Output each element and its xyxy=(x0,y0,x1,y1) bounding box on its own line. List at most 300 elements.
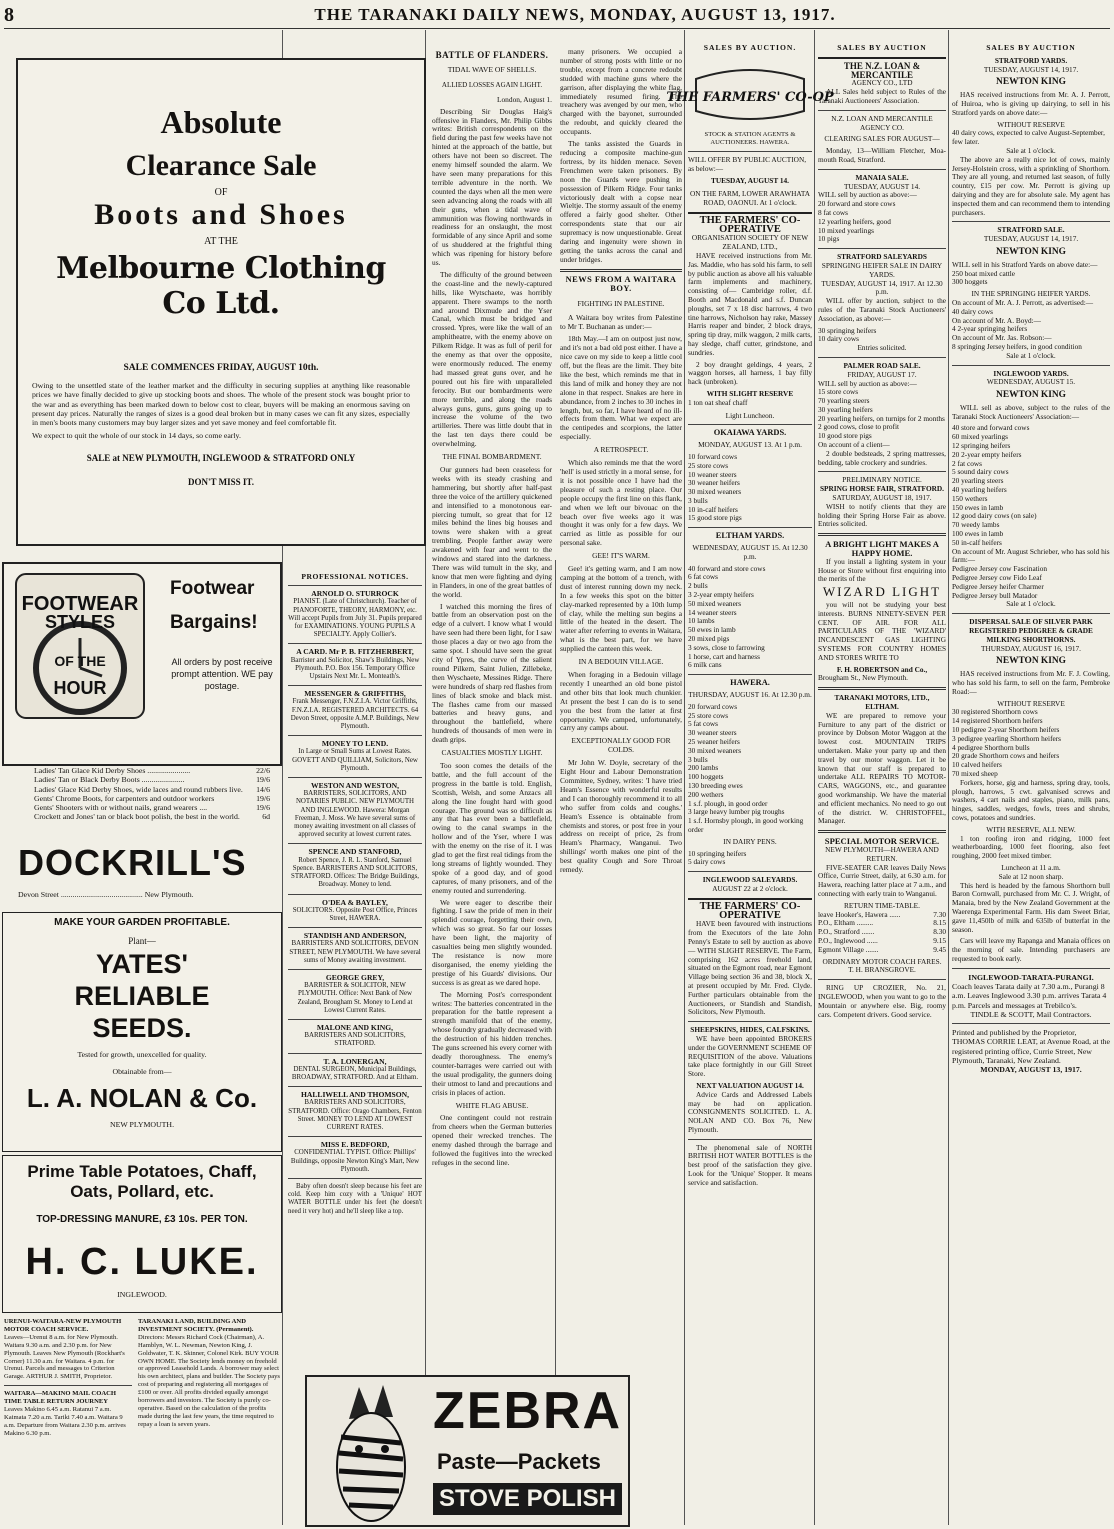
stock-item: 14 registered Shorthorn heifers xyxy=(952,716,1043,726)
palmer-road-heading: PALMER ROAD SALE. xyxy=(843,360,921,370)
bargains-heading: Bargains! xyxy=(170,612,258,633)
article-paragraph: A Waitara boy writes from Palestine to Mr T. Buchanan as under:— xyxy=(560,313,682,332)
stock-item: 12 yearling heifers, good xyxy=(818,216,891,226)
timetable-stop: leave Hooker's, Hawera ...... xyxy=(818,909,901,919)
sale-place: ON THE FARM, LOWER ARAWHATA ROAD, OAONUI. At 1 o'clock. xyxy=(690,189,810,207)
sale-time: Sale at 12 noon sharp. xyxy=(998,871,1064,881)
price-item: Ladies' Tan Glace Kid Derby Shoes ...................... xyxy=(34,766,191,775)
ad-headline-clearance: Clearance Sale xyxy=(125,149,317,182)
sale-date: TUESDAY, AUGUST 14, 1917. xyxy=(983,64,1079,74)
stock-item: 40 store and forward cows xyxy=(952,423,1030,433)
luke-line2: Oats, Pollard, etc. xyxy=(70,1182,214,1201)
sale-item: 1 ton oat sheaf chaff xyxy=(688,397,748,407)
sale-date: TUESDAY, AUGUST 14, 1917. xyxy=(983,234,1079,244)
sale-date: TUESDAY, AUGUST 14. xyxy=(843,181,921,191)
stock-item: 150 ewes in lamb xyxy=(952,502,1004,512)
stock-item: 2 good cows, close to profit xyxy=(818,422,900,432)
clearing-sale-stock: 2 boy draught geldings, 4 years, 2 waggon horses, all harness, 1 bay filly hack (unbroken). xyxy=(688,359,812,387)
sale-intro: WILL sell by auction as above:— xyxy=(818,378,917,388)
farmers-coop-heading: THE FARMERS' CO-OPERATIVE xyxy=(688,898,812,921)
luncheon-note: Light Luncheon. xyxy=(725,410,775,420)
stock-item: 10 pedigree 2-year Shorthorn heifers xyxy=(952,724,1060,734)
notice-name: GEORGE GREY, xyxy=(325,972,385,982)
stock-item: 70 yearling steers xyxy=(818,396,870,406)
professional-notices xyxy=(288,570,422,1370)
dairy-pens-heading: IN DAIRY PENS. xyxy=(723,836,777,846)
sale-time: Sale at 1 o'clock. xyxy=(1006,599,1056,609)
article-subheading: CASUALTIES MOSTLY LIGHT. xyxy=(441,748,543,758)
stock-item: 12 good dairy cows (on sale) xyxy=(952,511,1037,521)
stock-item: 14 weaner steers xyxy=(688,607,737,617)
luke-manure: TOP-DRESSING MANURE, £3 10s. PER TON. xyxy=(36,1214,248,1225)
price-value: 14/6 xyxy=(256,784,270,794)
timetable-stop: P.O., Eltham ......... xyxy=(818,918,874,928)
timetable-time: 9.15 xyxy=(933,935,946,945)
stock-item: 30 registered Shorthorn cows xyxy=(952,707,1038,717)
notice-name: SPENCE AND STANFORD, xyxy=(308,847,402,857)
notice-name: MALONE AND KING, xyxy=(316,1022,394,1032)
stock-item: 20 forward cows xyxy=(688,701,738,711)
springing-yards-heading: IN THE SPRINGING HEIFER YARDS. xyxy=(971,289,1091,299)
footwear-heading: Footwear xyxy=(170,578,255,599)
stock-item: 10 springing heifers xyxy=(688,848,747,858)
stock-item: 1 s.f. plough, in good order xyxy=(688,798,768,808)
stock-item: 3 bulls xyxy=(688,495,708,505)
sheepskins-body: WE have been appointed BROKERS under the GOVERNMENT SCHEME OF REQUISITION of the above. Valuations take place fortnightly in our Gill Street Store. xyxy=(688,1033,812,1079)
stock-item: 10 good store pigs xyxy=(818,431,872,441)
stock-item: 3 sows, close to farrowing xyxy=(688,642,765,652)
taranaki-land-heading: TARANAKI LAND, BUILDING AND INVESTMENT SOCIETY. (Permanent). xyxy=(138,1318,254,1333)
wizard-light-name: WIZARD LIGHT xyxy=(822,584,942,600)
stratford-yards-heading: STRATFORD YARDS. xyxy=(994,55,1068,65)
article-subheading: EXCEPTIONALLY GOOD FOR COLDS. xyxy=(571,736,671,755)
zebra-stove-polish-ad xyxy=(305,1375,630,1527)
stock-item: 10 mixed yearlings xyxy=(818,225,874,235)
article-paragraph: Gee! it's getting warm, and I am now camping at the bottom of a trench, with dust of interest running down my neck. In a few weeks this spot on the bitter clay-marked represented by a 10th lump of clay, while the melting sun begins a little of the heated in the desert. The water after referring to events in Waitara, what is the best part, for we have supplied the canteen this week. xyxy=(560,564,682,654)
notice-name: ARNOLD O. STURROCK xyxy=(311,589,399,599)
notice-name: HALLIWELL AND THOMSON, xyxy=(300,1090,410,1100)
sale-date: THURSDAY, AUGUST 16, 1917. xyxy=(980,643,1081,653)
dockrill-name: DOCKRILL'S xyxy=(18,842,247,883)
stock-item: 50 ewes in lamb xyxy=(688,625,736,635)
article-paragraph: When foraging in a Bedouin village recently I unearthed an old bone pistol and other bits that look much chunkier. At present the best I can do is to send you the best from the latter at first opportunity. We camped, unfortunately, carry any camps about. xyxy=(560,670,682,733)
stock-item: 50 mixed weaners xyxy=(688,598,742,608)
article-paragraph: One contingent could not restrain from cheers when the German butteries opened their wrecked trenches. The enemy dashed through the barrage and followed the fugitives into the wrecked refuges in the second line. xyxy=(432,1113,552,1167)
yates-obtainable: Obtainable from— xyxy=(112,1067,172,1077)
farmers-coop-heading: THE FARMERS' CO-OPERATIVE xyxy=(688,212,812,235)
article-subheading: IN A BEDOUIN VILLAGE. xyxy=(578,657,664,667)
article-subheading: THE FINAL BOMBARDMENT. xyxy=(442,452,542,462)
luke-line1: Prime Table Potatoes, Chaff, xyxy=(27,1162,257,1181)
robertson-address: Brougham St., New Plymouth. xyxy=(818,673,908,683)
column-four xyxy=(560,48,682,1373)
notice-body: DENTAL SURGEON, Municipal Buildings, BROADWAY, STRATFORD. And at Eltham. xyxy=(291,1065,419,1081)
article-paragraph: many prisoners. We occupied a number of strong posts with little or no trouble, except from a concrete redoubt studded with machine guns where the garrison, after displaying the white flag, immediately resumed firing. The treachery was avenged by our men, who charged with the bayonet, surrounded the redoubt, and quickly cleared the occupants. xyxy=(560,47,682,137)
farmers-coop-logo xyxy=(666,59,834,129)
timetable-stop: P.O., Inglewood ...... xyxy=(818,935,878,945)
yates-seller: L. A. NOLAN & Co. xyxy=(26,1082,258,1113)
stratford-saleyards-heading: STRATFORD SALEYARDS xyxy=(837,252,927,262)
stock-item: 40 dairy cows, expected to calve August-September, few later. xyxy=(952,128,1105,147)
sale-date: TUESDAY, AUGUST 14. xyxy=(711,176,789,186)
ad-dont-miss: DON'T MISS IT. xyxy=(188,476,254,487)
nz-loan-subheading: AGENCY CO., LTD xyxy=(851,78,913,88)
newton-king-heading: NEWTON KING xyxy=(996,77,1066,88)
dockrill-price-list xyxy=(34,766,270,822)
newspaper-title: THE TARANAKI DAILY NEWS, MONDAY, AUGUST 13, 1917. xyxy=(314,5,836,24)
price-item: Gents' Shooters with or without nails, grand wearers .... xyxy=(34,803,208,813)
column-rule xyxy=(948,30,949,1525)
crozier-ad: RING UP CROZIER, No. 21, INGLEWOOD, when you want to go to the Mountain or anywhere else. Big, roomy cars. Competent drivers. Good service. xyxy=(818,983,946,1019)
masthead xyxy=(4,2,1110,29)
notice-name: O'DEA & BAYLEY, xyxy=(322,897,388,907)
notice-name: WESTON AND WESTON, xyxy=(311,781,399,791)
stock-item: 300 hoggets xyxy=(952,277,988,287)
account-note: On account of Mr. August Schrieber, who has sold his farm:— xyxy=(952,546,1110,565)
stock-item: 20 grade Shorthorn cows and heifers xyxy=(952,751,1060,761)
stock-item: 70 weedy lambs xyxy=(952,520,1000,530)
notice-name: A CARD. Mr P. B. FITZHERBERT, xyxy=(296,647,414,657)
article-paragraph: Too soon comes the details of the battle, and the full account of the progress in the battle is told. English, Scottish, Welsh, and some Anzacs all along the line fought hard with good courage. The ground was so difficult as any that has ever been a battlefield, owing to the canal swamps in the hollow and of the Yser, where I was with the enemy on the rise of it. I was glad to get the first real tidings from the long streams of lightly wounded. They spoke of a good day, and of good captures, of many prisoners, and of the enemy routed and surrendering. xyxy=(432,760,552,895)
notice-name: T. A. LONERGAN, xyxy=(323,1056,387,1066)
sales-by-auction-heading: SALES BY AUCTION xyxy=(837,43,927,52)
yates-seeds-ad xyxy=(2,912,282,1152)
notice-body: Frank Messenger, F.N.Z.I.A. Victor Griffiths, F.N.Z.I.A. REGISTERED ARCHITECTS. 64 Devon Street, opposite A.M.P. Buildings, New Plymouth. xyxy=(290,698,420,731)
article-subheading: GEE! IT'S WARM. xyxy=(592,551,650,561)
stock-item: 250 boat mixed cattle xyxy=(952,268,1016,278)
stock-item: 100 ewes in lamb xyxy=(952,529,1004,539)
stock-item: 20 forward and store cows xyxy=(818,199,896,209)
sale-date: SATURDAY, AUGUST 18, 1917. xyxy=(832,493,932,503)
notice-body: Barrister and Solicitor, Shaw's Buildings, New Plymouth. P.O. Box 156. Temporary Office Upstairs Next Mr. L. Monteath's. xyxy=(290,656,420,681)
stock-item: 12 springing heifers xyxy=(952,441,1011,451)
ad-store-name: Melbourne Clothing Co Ltd. xyxy=(56,251,386,321)
sheepskins-heading: SHEEPSKINS, HIDES, CALFSKINS. xyxy=(690,1025,810,1035)
sale-time: Sale at 1 o'clock. xyxy=(1006,350,1056,360)
footwear-styles-badge xyxy=(10,572,150,720)
stock-item: 60 mixed yearlings xyxy=(952,432,1008,442)
notice-body: Robert Spence, J. R. L. Stanford, Samuel Spence. BARRISTERS AND SOLICITORS, STRATFORD. Offices: The Bridge Buildings, Broadway. Money to lend. xyxy=(291,856,419,889)
sale-date: TUESDAY, AUGUST 14, 1917. At 12.30 p.m. xyxy=(821,278,943,297)
professional-notices-title: PROFESSIONAL NOTICES. xyxy=(301,572,409,581)
stock-item: 10 dairy cows xyxy=(818,334,859,344)
ad-headline-boots: Boots and Shoes xyxy=(94,198,348,231)
timetable-time: 8.30 xyxy=(933,927,946,937)
stock-item: 3 2-year empty heifers xyxy=(688,590,754,600)
price-item: Gents' Chrome Boots, for carpenters and outdoor workers xyxy=(34,793,215,803)
stock-item: 10 in-calf heifers xyxy=(688,504,738,514)
stock-item: 40 forward and store cows xyxy=(688,563,766,573)
svg-text:OF THE: OF THE xyxy=(54,653,106,669)
special-motor-route: NEW PLYMOUTH—HAWERA AND RETURN. xyxy=(825,844,939,863)
stock-item: 15 store cows xyxy=(818,387,859,397)
dispersal-sale-heading: DISPERSAL SALE OF SILVER PARK REGISTERED PEDIGREE & GRADE MILKING SHORTHORNS. xyxy=(969,617,1093,644)
dockrill-address: Devon Street .......................................... New Plymouth. xyxy=(18,890,194,899)
battle-of-flanders-article xyxy=(432,48,552,1373)
inglewood-yards-heading: INGLEWOOD YARDS. xyxy=(993,368,1069,378)
price-value: 22/6 xyxy=(256,766,270,775)
stock-item: 70 mixed sheep xyxy=(952,768,998,778)
article-paragraph: Mr John W. Doyle, secretary of the Eight Hour and Labour Demonstration Committee, Sydney, writes: 'I have tried Heam's Essence with wonderful results and I can thoroughly recommend it to all who suffer from colds and coughs.' Heam's Essence is obtainable from chemists and stores, or post free in your address on receipt of price, 2s from Heam's Pharmacy, Wanganui. Two shillings' worth makes one pint of the best quality Cough and Sore Throat remedy. xyxy=(560,758,682,875)
luke-name: H. C. LUKE. xyxy=(25,1241,259,1283)
ad-of: OF xyxy=(214,187,228,198)
notice-name: STANDISH AND ANDERSON, xyxy=(303,931,407,941)
special-motor-body: FIVE-SEATER CAR leaves Daily News Office, Currie Street, daily, at 6.30 a.m. for Hawera, reaching latter place at 7 a.m., and connecting with early train to Wanganui. xyxy=(818,862,946,898)
stock-item: 15 good store pigs xyxy=(688,513,742,523)
waitara-body: Leaves Makino 6.45 a.m. Ratanui 7 a.m. Kaimata 7.20 a.m. Tariki 7.40 a.m. Waitara 9 a.m. Departure from Waitara 2.30 p.m. arrives Makino 6.30 p.m. xyxy=(4,1406,126,1437)
stock-item: 8 fat cows xyxy=(818,207,848,217)
nz-loan-heading: N.Z. LOAN AND MERCANTILE AGENCY CO. xyxy=(831,113,933,132)
stock-item: 30 weaner steers xyxy=(688,728,737,738)
stock-item: 10 pigs xyxy=(818,234,840,244)
page-number: 8 xyxy=(4,3,14,26)
sale-date: WEDNESDAY, AUGUST 15. xyxy=(986,377,1076,387)
hot-water-bottle-notice: Baby often doesn't sleep because his feet are cold. Keep him cozy with a 'Unique' HOT WATER BOTTLE under his feet (he doesn't need it very hot) and he'll sleep like a top. xyxy=(288,1182,422,1215)
return-timetable-heading: RETURN TIME-TABLE. xyxy=(844,900,920,910)
bransgrove-name: T. H. BRANSGROVE. xyxy=(848,965,916,975)
stock-item: 4 2-year springing heifers xyxy=(952,324,1028,334)
okaiawa-yards-heading: OKAIAWA YARDS. xyxy=(713,428,787,438)
herd-description: This herd is headed by the famous Shorthorn bull Baron Cornwall, purchased from Mr. C. J. Wright, of Manaia, bred by the New Zealand Government at the Waerenga Experimental Farm. His dam Sweet Briar, gave 11,450lb of milk and 635lb of butterfat in the season. xyxy=(952,880,1110,934)
stock-item: 130 breeding ewes xyxy=(688,781,743,790)
valuation-heading: NEXT VALUATION AUGUST 14. xyxy=(696,1080,804,1090)
zebra-stove-polish: STOVE POLISH xyxy=(433,1483,622,1515)
luke-ad xyxy=(2,1155,282,1313)
price-item: Crockett and Jones' tan or black boot polish, the best in the world. xyxy=(34,812,240,822)
reserve-note: WITH RESERVE, ALL NEW. xyxy=(986,824,1076,834)
timber-list: 1 ton roofing iron and ridging, 1000 feet weatherboarding, 1000 feet flooring, also feet roughing, 2000 feet mixed timber. xyxy=(952,833,1110,861)
sale-intro: WILL sell as above, subject to the rules of the Taranaki Stock Auctioneers' Association:— xyxy=(952,402,1110,421)
stratford-sale-heading: STRATFORD SALE. xyxy=(997,225,1065,235)
robertson-name: F. H. ROBERTSON and Co., xyxy=(836,664,928,674)
notice-name: MISS E. BEDFORD, xyxy=(320,1140,390,1150)
farmers-coop-tagline: STOCK & STATION AGENTS & AUCTIONEERS. HAWERA. xyxy=(704,130,796,146)
luncheon-note: Luncheon at 11 a.m. xyxy=(1001,862,1061,872)
entries-solicited: Entries solicited. xyxy=(857,343,907,353)
article-subheading: FIGHTING IN PALESTINE. xyxy=(577,298,665,308)
printer-imprint: Printed and published by the Proprietor, THOMAS CORRIE LEAT, at Avenue Road, at the registered printing office, Currie Street, New Plymouth, Taranaki, New Zealand. xyxy=(952,1028,1111,1066)
stock-item: 6 milk cans xyxy=(688,660,722,670)
yates-tested: Tested for growth, unexcelled for quality. xyxy=(77,1050,207,1059)
sale-intro: WILL offer by auction, subject to the rules of the Taranaki Stock Auctioneers' Association, as above:— xyxy=(818,296,946,323)
notice-body: BARRISTERS AND SOLICITORS, STRATFORD. xyxy=(304,1032,406,1048)
notice-body: BARRISTERS, SOLICITORS, AND NOTARIES PUBLIC. NEW PLYMOUTH AND INGLEWOOD. Hawera: Morgan Freeman, J. Moss. We have several sums of money awaiting investment on all classes of approved security at lowest current rates. xyxy=(294,790,416,839)
bottom-left-coach-ads xyxy=(4,1318,132,1523)
article-paragraph: Which also reminds me that the word 'hell' is used strictly in a moral sense, for it is not possible once I have had the pleasure of such a resting place. Our people occupy the first line on this flank, and when we left our bivouac on the beach over five weeks ago it was thought it was only for a few days. We carried as little as possible for our personal sake. xyxy=(560,458,682,548)
stock-item: 5 fat cows xyxy=(688,719,718,729)
stock-item: 50 in-calf heifers xyxy=(952,537,1002,547)
account-note: On account of Mr. Jas. Robson:— xyxy=(952,333,1052,343)
stock-item: Pedigree Jersey bull Matador xyxy=(952,590,1038,600)
bright-light-heading: A BRIGHT LIGHT MAKES A HAPPY HOME. xyxy=(825,539,939,559)
notice-body: SOLICITORS. Opposite Post Office, Princes Street, HAWERA. xyxy=(292,906,418,922)
article-paragraph: The tanks assisted the Guards in reducing a composite machine-gun fortress, by its hidden menace. Seven Frenchmen were taken prisoners. By noon the Guards were pushing in possession of Pilkem Ridge. Four tanks victoriously dealt with a copse near Wieltje. The stormy assault of the enemy offered a fairly good shelter. Other correspondents state that our air supremacy is now unquestionable. Great daring and ingenuity were shown in getting the tanks across the canal and under bridges. xyxy=(560,139,682,264)
inglewood-saleyards-heading: INGLEWOOD SALEYARDS. xyxy=(702,875,798,885)
price-item: Ladies' Glace Kid Derby Shoes, wide laces and round rubbers live. xyxy=(34,784,243,794)
nz-loan-heading: THE N.Z. LOAN & MERCANTILE xyxy=(818,57,946,80)
stock-item: 10 lambs xyxy=(688,616,715,626)
luke-place: INGLEWOOD. xyxy=(117,1290,167,1299)
stock-item: 2 bulls xyxy=(688,581,708,591)
stock-item: 3 bulls xyxy=(688,754,708,764)
timetable-time: 8.15 xyxy=(933,918,946,928)
stock-item: 5 dairy cows xyxy=(688,857,726,867)
eltham-yards-heading: ELTHAM YARDS. xyxy=(715,531,785,541)
stock-item: 30 yearling heifers xyxy=(818,404,873,414)
sale-intro: WILL sell in his Stratford Yards on above date:— xyxy=(952,259,1098,269)
taranaki-land-ad xyxy=(138,1318,280,1523)
clearing-sales-body: Monday, 13—William Fletcher, Moa-mouth Road, Stratford. xyxy=(818,146,946,164)
post-orders: All orders by post receive prompt attention. WE pay postage. xyxy=(171,657,273,691)
price-value: 19/6 xyxy=(256,793,270,803)
urenui-heading: URENUI-WAITARA-NEW PLYMOUTH MOTOR COACH SERVICE. xyxy=(4,1318,122,1333)
sale-time: Sale at 1 o'clock. xyxy=(1006,145,1056,155)
stock-item: Pedigree Jersey cow Fido Leaf xyxy=(952,573,1042,583)
notice-body: CONFIDENTIAL TYPIST. Office: Phillips' Buildings, opposite Newton King's Mart, New Plymouth. xyxy=(290,1149,420,1173)
sale-intro: WILL OFFER BY PUBLIC AUCTION, as below:— xyxy=(688,154,807,173)
yates-plant: Plant— xyxy=(128,936,156,946)
ad-headline-absolute: Absolute xyxy=(160,104,282,140)
timetable-time: 9.45 xyxy=(933,944,946,954)
zebra-head-illustration xyxy=(309,1377,429,1523)
stock-item: 6 fat cows xyxy=(688,572,718,582)
sale-date: THURSDAY, AUGUST 16. At 12.30 p.m. xyxy=(688,690,812,700)
stock-item: 8 springing Jersey heifers, in good condition xyxy=(952,341,1082,351)
stock-item: Pedigree Jersey heifer Charmer xyxy=(952,581,1044,591)
column-rule xyxy=(814,30,815,1525)
cars-note: Cars will leave my Rapanga and Manaia offices on the morning of sale. Intending purchasers are requested to book early. xyxy=(952,936,1110,963)
price-value: 6d xyxy=(262,812,270,822)
timetable-stop: P.O., Stratford ....... xyxy=(818,927,875,937)
stock-item: 30 mixed weaners xyxy=(688,487,742,497)
sale-intro: HAS received instructions from Mr. A. J. Perrott, of Huiroa, who is giving up dairying, to sell in his Stratford yards on above date:— xyxy=(952,90,1110,117)
sale-date: FRIDAY, AUGUST 17. xyxy=(847,369,917,379)
yates-name: YATES' RELIABLE SEEDS. xyxy=(74,949,210,1043)
clearing-sale-body: HAVE received instructions from Mr. Jas. Maddie, who has sold his farm, to sell by public auction as above all his valuable farm implements and machinery, consisting of— Cambridge roller, d.f. Booth and Macdonald and s.f. Duncan ploughs, set 7 x 18 disc harrows, 4 two tine harrows, Nicholson hay rake, Massey Harris reaper and binder, 2 block drays, spring tip dray, milk waggon, 2 milk carts, hay sledge, chaff cutter, grindstone, and sundries. xyxy=(688,250,812,357)
auction-rules-note: ALL Sales held subject to Rules of the Taranaki Auctioneers' Association. xyxy=(818,87,946,105)
article-subheading: A RETROSPECT. xyxy=(593,445,649,455)
ad-where: SALE at NEW PLYMOUTH, INGLEWOOD & STRATFORD ONLY xyxy=(86,452,356,463)
stock-item: Pedigree Jersey cow Fascination xyxy=(952,564,1048,574)
column-newton-king xyxy=(952,44,1110,1524)
price-value: 19/6 xyxy=(256,775,270,785)
notice-body: BARRISTERS AND SOLICITORS, DEVON STREET, NEW PLYMOUTH. We have several sums of Money awaiting investment. xyxy=(289,940,421,964)
stock-item: 1 s.f. Hornsby plough, in good working order xyxy=(688,816,804,834)
waitara-boy-heading: NEWS FROM A WAITARA BOY. xyxy=(565,274,677,293)
notice-name: MONEY TO LEND. xyxy=(321,739,389,749)
sale-intro: HAS received instructions from Mr. F. J. Cowling, who has sold his farm, to sell on the farm, Pembroke Road:— xyxy=(952,669,1110,696)
stock-item: 3 large heavy lumber pig troughs xyxy=(688,807,785,817)
client-note: On account of a client— xyxy=(818,440,890,450)
farmers-coop-logo-text: THE FARMERS' CO-OP xyxy=(666,89,834,105)
account-note: On account of Mr. A. J. Perrott, as advertised:— xyxy=(952,297,1094,307)
article-paragraph: 18th May.—I am on outpost just now, and it's not a bad old post either. I have a nice cave on my side to keep a little cool off, but the fleas are the limit. They bite like the best, which reminds me that in this land of milk and honey they are not alone in that respect. Snakes are here in abundance, from 2 inches to 30 inches in length, but, so far, I have heard of no ill-effects from them. What we expect are the centipedes and scorpions, the latter especially. xyxy=(560,334,682,442)
yates-top: MAKE YOUR GARDEN PROFITABLE. xyxy=(54,917,230,928)
timetable-time: 7.30 xyxy=(933,909,946,919)
newton-king-heading: NEWTON KING xyxy=(996,656,1066,667)
zebra-name: ZEBRA xyxy=(433,1382,623,1440)
springing-heifer-heading: SPRINGING HEIFER SALE IN DAIRY YARDS. xyxy=(821,260,943,279)
stock-item: 30 mixed weaners xyxy=(688,745,742,755)
timetable-stop: Egmont Village ....... xyxy=(818,944,879,954)
sales-by-auction-heading: SALES BY AUCTION xyxy=(986,43,1076,52)
sale-date: WEDNESDAY, AUGUST 15. At 12.30 p.m. xyxy=(692,543,808,561)
ad-sale-commences: SALE COMMENCES FRIDAY, AUGUST 10th. xyxy=(123,363,319,373)
stock-item: 20 mixed pigs xyxy=(688,634,730,644)
stock-item: 20 yearling steers xyxy=(952,476,1004,486)
stock-description: The above are a really nice lot of cows, mainly Jersey-Holstein cross, with a sprinkling of Shorthorn. They are all young, and returned last season, of fully country, £15 per cow. Mr. Perrott is giving up dairying and they are for absolute sale. My agent has inspected them and can recommend them to intending purchasers. xyxy=(952,154,1110,217)
notice-body: PIANIST. (Late of Christchurch). Teacher of PIANOFORTE, THEORY, HARMONY, etc. Will accept Pupils from July 31. Pupils prepared for EXAMINATIONS. YOUNG PUPILS A SPECIALTY. Apply Collier's. xyxy=(288,598,422,639)
price-item: Ladies' Tan or Black Derby Boots ...................... xyxy=(34,775,185,785)
article-paragraph: The Morning Post's correspondent writes: The batteries concentrated in the preparation for the battle represent a strength manifold that of the enemy, whose foundry gradually decreased with the destruction of his hidden trenches. The guns screened his every corner with deadly thoroughness. The enemy's counter-barrages were carried out with the usual prodigality, the gunners doing their utmost to land and precautions and crisis in places of action. xyxy=(432,989,552,1097)
article-paragraph: Our gunners had been ceaseless for weeks with its steady crashing and hammering, but shortly after half-past three the voice of the artillery quickened and intensified to a monotonous ear-piercing tumult, so great that for 12 miles behind the lines big houses and towns were shaken with a great trembling. People farther away were awakened with fear and went to the windows and stared into the darkness. There was wild tumult in the sky, and know that men were fighting and dying in Flanders, in one of the great battles of the world. xyxy=(432,464,552,599)
coach-contractors: TINDLE & SCOTT, Mail Contractors. xyxy=(970,1009,1092,1019)
article-heading: BATTLE OF FLANDERS. xyxy=(435,50,549,60)
stock-item: 10 weaner steers xyxy=(688,469,737,479)
stock-item: 5 sound dairy cows xyxy=(952,467,1009,477)
valuation-body: Advice Cards and Addressed Labels may be had on application. CONSIGNMENTS SOLICITED. L. A. NOLAN AND CO. Box 76, New Plymouth. xyxy=(688,1089,812,1134)
zebra-paste: Paste—Packets xyxy=(437,1449,601,1474)
stock-item: 2 fat cows xyxy=(952,458,982,468)
coach-service-body: Coach leaves Tarata daily at 7.30 a.m., Purangi 8 a.m. Leaves Inglewood 3.30 p.m. arrives Tarata 4 p.m. Parcels and messages at Trebilco's. xyxy=(952,982,1107,1010)
sale-date: MONDAY, AUGUST 13. At 1 p.m. xyxy=(698,440,802,450)
svg-text:HOUR: HOUR xyxy=(53,678,107,698)
special-motor-service-heading: SPECIAL MOTOR SERVICE. xyxy=(824,836,940,847)
dockrill-ad xyxy=(2,562,282,766)
article-paragraph: We were eager to describe their fighting. I saw the pride of men in their splendid courage, forgetting their own, which was so great. So far our losses have been light, the majority of casualties being men slightly wounded. The resistance is now more disorganised, the enemy yielding the prestige of his Guards' divisions. Our success is as great as we dared hope. xyxy=(432,897,552,987)
article-subheading: TIDAL WAVE OF SHELLS. xyxy=(447,64,537,74)
notice-body: BARRISTER & SOLICITOR, NEW PLYMOUTH. Office: Next Bank of New Zealand, Brougham St. Money to Lend at Lowest Current Rates. xyxy=(297,982,413,1014)
account-note: On account of Mr. A. Boyd:— xyxy=(952,315,1041,325)
stock-item: 25 store cows xyxy=(688,460,729,470)
article-subheading: ALLIED LOSSES AGAIN LIGHT. xyxy=(441,80,543,89)
stock-item: 10 calved heifers xyxy=(952,760,1002,770)
dateline: London, August 1. xyxy=(496,94,552,104)
sundries-list: Forkers, horse, gig and harness, spring dray, tools, plough, harrows, 5 cwt. galvanised screws and washers, 4 cart nails and staples, piano, milk pans, hinges, saddles, wedges, fowls, trees and shrubs, cows, potatoes and sundries. xyxy=(952,777,1110,822)
imprint-date: MONDAY, AUGUST 13, 1917. xyxy=(980,1065,1082,1075)
stock-item: 200 wethers xyxy=(688,789,724,799)
notice-body: In Large or Small Sums at Lowest Rates. GOVETT AND QUILLIAM, Solicitors, New Plymouth. xyxy=(292,748,418,772)
ad-body: Owing to the unsettled state of the leather market and the difficulty in securing supplies at anything like reasonable prices we have finally decided to give up stocking boots and shoes. The whole of the present stock was bought prior to the war and as everything has been marked down to below cost to clear, buyers will be making an enormous saving on present day prices. Naturally the ranges of sizes is a good deal broken but in many cases we can fit any sizes, especially in men's boots many customers may buy larger sizes and yet save money and feel comfortable fit. xyxy=(32,381,410,428)
article-paragraph: Describing Sir Douglas Haig's offensive in Flanders, Mr. Philip Gibbs writes: British correspondents on the field during the past few weeks have not hinted at the approach of the battle, but others have not been so discreet. The enemy himself sounded the alarm. We have seen many preparations for this terrible adventure in the north. We counted the days when all the men were seen advancing along the roads with all their guns, when a tidal wave of ammunition was flowing northwards in readiness for an onslaught, the most formidable of any since April and some of us shuddered at the frightful thing which was ripening for history before us. xyxy=(432,106,552,268)
waitara-heading: WAITARA—MAKINO MAIL COACH TIME TABLE RETURN JOURNEY xyxy=(4,1390,116,1406)
stock-item: 40 yearling heifers xyxy=(952,485,1007,495)
ad-expect: We expect to quit the whole of our stock in 14 days, so come early. xyxy=(32,431,241,441)
svg-text:STYLES: STYLES xyxy=(44,612,116,632)
coach-service-heading: INGLEWOOD-TARATA-PURANGI. xyxy=(968,972,1094,982)
bright-light-body: If you install a lighting system in your House or Store without first enquiring into the merits of the xyxy=(818,556,946,584)
stock-item: 4 pedigree Shorthorn bulls xyxy=(952,742,1030,752)
clearing-sales-heading: CLEARING SALES FOR AUGUST— xyxy=(824,134,940,144)
spring-horse-fair-heading: SPRING HORSE FAIR, STRATFORD. xyxy=(820,484,944,494)
taranaki-motors-body: WE are prepared to remove your Furniture to any part of the district or province by Dobson Motor Waggon at the lowest cost. MOUNTAIN TRIPS undertaken. Make your party up and then travel by our motor waggon. Let it be known that our staff is prepared to undertake ALL REPAIRS TO MOTOR-CARS, WAGGONS, etc., and guarantee good workmanship. We have the material and efficient mechanics. No need to go out of the district. W. CHRISTOFFEL, Manager. xyxy=(818,710,946,826)
horse-fair-body: WISH to notify clients that they are holding their Spring Horse Fair as above. Entries solicited. xyxy=(818,501,946,529)
farmers-coop-subheading: ORGANISATION SOCIETY OF NEW ZEALAND, LTD., xyxy=(691,233,809,252)
stock-item: 100 hoggets xyxy=(688,772,724,782)
hawera-heading: HAWERA. xyxy=(730,678,770,688)
estate-sale-body: HAVE been favoured with instructions from the Executors of the late John Penny's Estate to sell by auction as above— WITH SLIGHT RESERVE. The Farm, comprising 162 acres freehold land, situated on the Egmont road, near Egmont Village being section 36 and 38, block X, at present occupied by Mr. Fred. Clyde. Further particulars obtainable from the Auctioneers, or Standish and Standish, Solicitors, New Plymouth. xyxy=(688,919,812,1017)
newton-king-heading: NEWTON KING xyxy=(996,246,1066,257)
manaia-sale-heading: MANAIA SALE. xyxy=(855,172,909,182)
stock-item: 40 dairy cows xyxy=(952,306,993,316)
article-paragraph: The difficulty of the ground between the coast-line and the newly-captured hills, like Wytschaete, was horribly apparent. There swamps to the north and around Dixmude and the Yser Canal, which must be bridged and crossed. Ypres, were like the wall of an amphitheatre, with the enemy above on Pilkem Ridge. It was as full of peril for the enemy as that over the opposite, were enormously reduced. The enemy had massed great guns over, and he poured out his fire with unparalleled ferocity. But our bombardments were more terrible, and along the roads always guns, guns, guns going up to increase the volume of the two artilleries. There was little doubt that in the last ten days there could be overwhelming. xyxy=(432,269,552,449)
price-value: 19/6 xyxy=(256,803,270,813)
notice-body: BARRISTERS AND SOLICITORS, STRATFORD. Office: Orago Chambers, Fenton Street. MONEY TO LEND AT LOWEST CURRENT RATES. xyxy=(288,1099,422,1131)
stock-item: 3 pedigree yearling Shorthorn heifers xyxy=(952,733,1062,743)
stock-item: 20 2-year empty heifers xyxy=(952,449,1022,459)
column-rule xyxy=(684,30,685,1525)
stock-item: 25 store cows xyxy=(688,710,729,720)
